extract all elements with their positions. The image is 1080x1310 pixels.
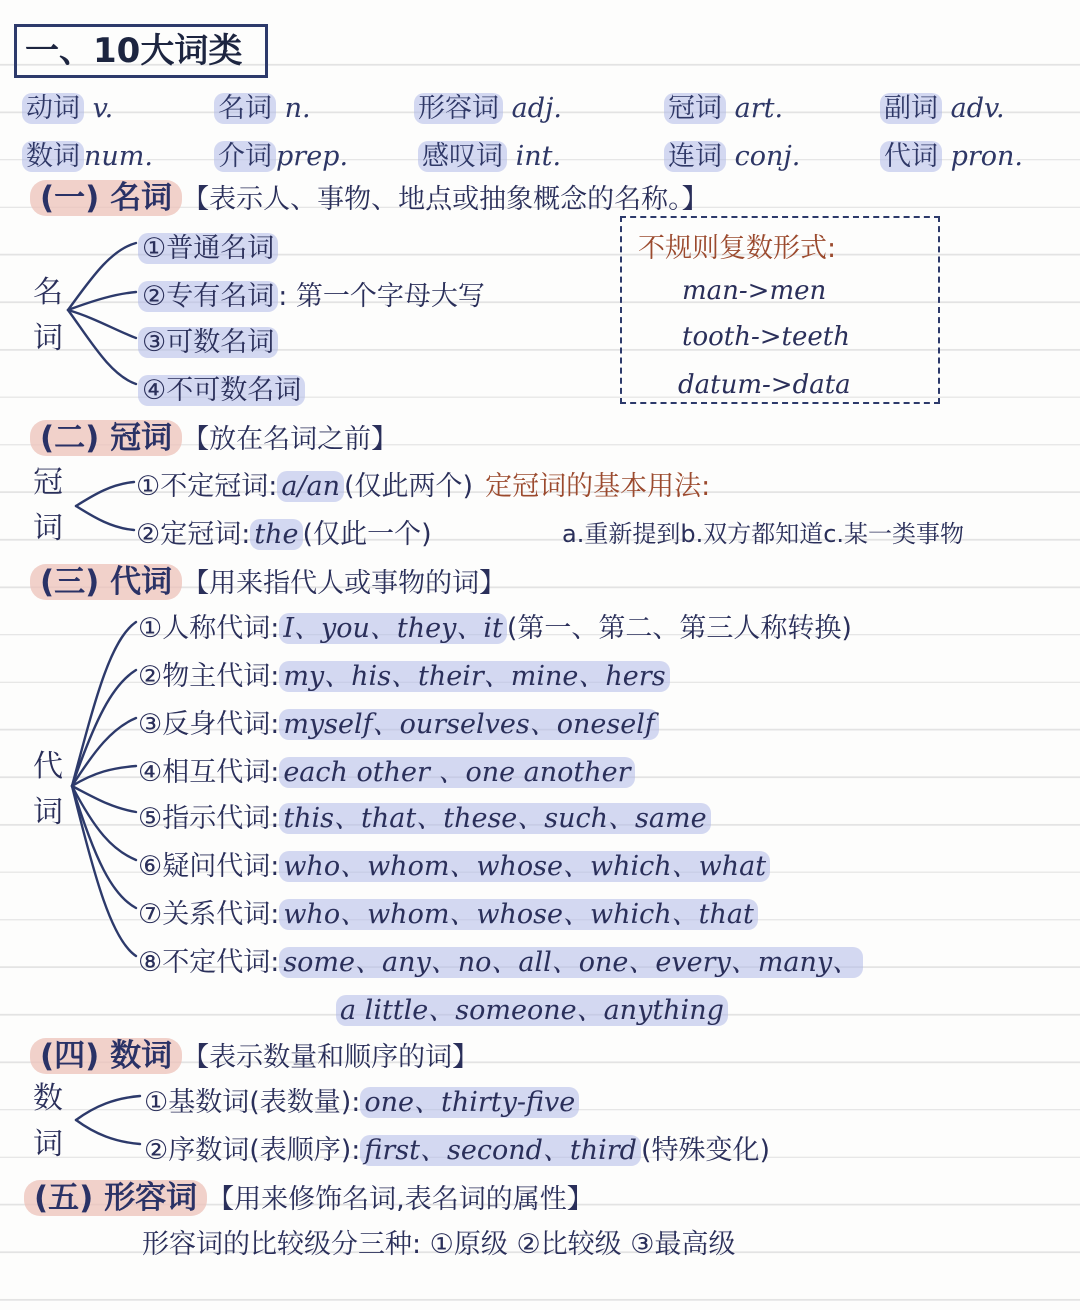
- category-item: 连词 conj.: [664, 134, 800, 173]
- definite-article-item: ②定冠词: the (仅此一个): [136, 519, 432, 550]
- pronoun-item: ⑧不定代词: some、any、no、all、one、every、many、: [138, 940, 863, 979]
- irregular-plural-title: 不规则复数形式:: [638, 233, 837, 264]
- article-branch-line: [76, 506, 134, 530]
- noun-item: ③可数名词: [138, 320, 278, 359]
- pronoun-item: ④相互代词: each other 、one another: [138, 750, 635, 789]
- article-branch-line: [76, 482, 134, 506]
- category-item: 代词 pron.: [880, 134, 1023, 173]
- page-title: 一、10大词类: [14, 24, 268, 78]
- numeral-vertical-label: 数 词: [33, 1081, 63, 1162]
- pronoun-item: ②物主代词: my、his、their、mine、hers: [138, 654, 670, 693]
- pronoun-item: ⑥疑问代词: who、whom、whose、which、what: [138, 844, 770, 883]
- numeral-section-heading: (四) 数词 【表示数量和顺序的词】: [30, 1030, 479, 1075]
- numeral-branch-line: [76, 1096, 140, 1120]
- pronoun-item: ⑤指示代词: this、that、these、such、same: [138, 796, 711, 835]
- irregular-plural-line: tooth->teeth: [682, 322, 850, 352]
- irregular-plural-line: man->men: [682, 276, 827, 306]
- numeral-branch-line: [76, 1120, 140, 1144]
- pronoun-branch-line: [72, 670, 136, 786]
- noun-item: ②专有名词 : 第一个字母大写: [138, 274, 485, 313]
- irregular-plural-line: datum->data: [678, 370, 851, 400]
- pronoun-vertical-label: 代 词: [33, 749, 63, 830]
- pronoun-item: ①人称代词: I、you、they、it (第一、第二、第三人称转换): [138, 613, 852, 644]
- article-section-heading: (二) 冠词 【放在名词之前】: [30, 412, 398, 457]
- ordinal-numeral-item: ②序数词(表顺序): first、second、third (特殊变化): [144, 1135, 771, 1166]
- cardinal-numeral-item: ①基数词(表数量): one、thirty-five: [144, 1080, 579, 1119]
- noun-item: ④不可数名词: [138, 368, 305, 407]
- pronoun-item: ③反身代词: myself、ourselves、oneself: [138, 702, 659, 741]
- definite-article-usage: a.重新提到b.双方都知道c.某一类事物: [562, 520, 965, 548]
- pronoun-branch-line: [72, 786, 136, 812]
- indefinite-article-item: ①不定冠词: a/an (仅此两个) 定冠词的基本用法:: [136, 471, 711, 502]
- category-item: 冠词 art.: [664, 86, 783, 125]
- pronoun-branch-line: [72, 766, 136, 786]
- adjective-section-heading: (五) 形容词 【用来修饰名词,表名词的属性】: [24, 1172, 594, 1217]
- pronoun-item-continuation: a little、someone、anything: [336, 988, 728, 1027]
- category-item: 数词 num.: [22, 134, 153, 173]
- pronoun-section-heading: (三) 代词 【用来指代人或事物的词】: [30, 556, 506, 601]
- adjective-comparison-note: 形容词的比较级分三种: ①原级 ②比较级 ③最高级: [142, 1229, 736, 1260]
- noun-branch-line: [68, 310, 136, 384]
- category-item: 动词 v.: [22, 86, 113, 125]
- article-vertical-label: 冠 词: [33, 465, 63, 546]
- category-item: 介词 prep.: [214, 134, 348, 173]
- category-item: 名词 n.: [214, 86, 311, 125]
- noun-item: ①普通名词: [138, 226, 278, 265]
- category-item: 形容词 adj.: [414, 86, 562, 125]
- category-item: 副词 adv.: [880, 86, 1005, 125]
- noun-vertical-label: 名 词: [33, 275, 63, 356]
- category-item: 感叹词 int.: [418, 134, 561, 173]
- pronoun-item: ⑦关系代词: who、whom、whose、which、that: [138, 892, 758, 931]
- noun-section-heading: (一) 名词 【表示人、事物、地点或抽象概念的名称。】: [30, 172, 709, 217]
